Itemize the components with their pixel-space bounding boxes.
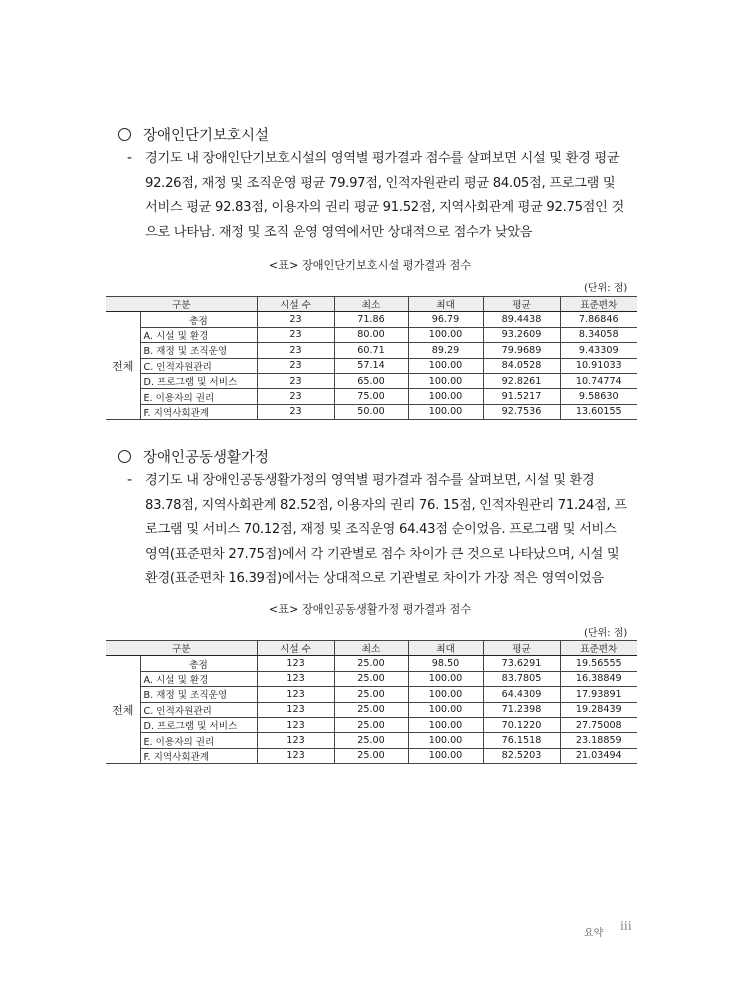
mean-cell: 64.4309 [483, 687, 560, 702]
count-cell: 23 [257, 343, 334, 358]
column-header: 최대 [408, 641, 483, 656]
category-cell: E. 이용자의 권리 [140, 733, 257, 748]
max-cell: 100.00 [408, 717, 483, 732]
paragraph-line: 으로 나타남. 재정 및 조직 운영 영역에서만 상대적으로 점수가 낮았음 [145, 224, 533, 240]
sd-cell: 13.60155 [560, 404, 637, 419]
column-header: 시설 수 [257, 297, 334, 312]
sd-cell: 16.38849 [560, 671, 637, 686]
table-row [106, 358, 637, 373]
max-cell: 100.00 [408, 733, 483, 748]
column-header: 표준편차 [560, 297, 637, 312]
mean-cell: 83.7805 [483, 671, 560, 686]
min-cell: 25.00 [334, 733, 408, 748]
column-header: 시설 수 [257, 641, 334, 656]
count-cell: 123 [257, 717, 334, 732]
category-cell: D. 프로그램 및 서비스 [140, 717, 257, 732]
column-header: 평균 [483, 297, 560, 312]
table-row [106, 343, 637, 358]
category-cell: E. 이용자의 권리 [140, 389, 257, 404]
mean-cell: 70.1220 [483, 717, 560, 732]
category-cell: A. 시설 및 환경 [140, 327, 257, 342]
mean-cell: 71.2398 [483, 702, 560, 717]
table-row [106, 717, 637, 732]
section-paragraph [145, 469, 627, 592]
table-row [106, 748, 637, 763]
mean-cell: 91.5217 [483, 389, 560, 404]
sd-cell: 17.93891 [560, 687, 637, 702]
mean-cell: 93.2609 [483, 327, 560, 342]
table-row [106, 389, 637, 404]
table-row [106, 312, 637, 327]
dash-bullet-icon: - [127, 150, 133, 166]
column-header: 구분 [106, 297, 257, 312]
count-cell: 23 [257, 327, 334, 342]
column-header: 구분 [106, 641, 257, 656]
sd-cell: 8.34058 [560, 327, 637, 342]
max-cell: 100.00 [408, 671, 483, 686]
table-caption: <표> 장애인공동생활가정 평가결과 점수 [268, 603, 472, 616]
column-header: 최대 [408, 297, 483, 312]
column-header: 평균 [483, 641, 560, 656]
mean-cell: 79.9689 [483, 343, 560, 358]
category-cell: C. 인적자원관리 [140, 702, 257, 717]
section-paragraph [145, 147, 624, 245]
section-heading [118, 446, 269, 467]
count-cell: 123 [257, 671, 334, 686]
min-cell: 50.00 [334, 404, 408, 419]
paragraph-line: 경기도 내 장애인단기보호시설의 영역별 평가결과 점수를 살펴보면 시설 및 환경 평균 [145, 151, 620, 166]
category-cell: B. 재정 및 조직운영 [140, 343, 257, 358]
sd-cell: 9.58630 [560, 389, 637, 404]
category-cell: 총점 [140, 656, 257, 671]
min-cell: 25.00 [334, 702, 408, 717]
mean-cell: 92.8261 [483, 373, 560, 388]
category-cell: F. 지역사회관계 [140, 748, 257, 763]
table-row [106, 733, 637, 748]
circle-bullet-icon [118, 128, 131, 141]
circle-bullet-icon [118, 450, 131, 463]
results-table [106, 296, 637, 420]
mean-cell: 76.1518 [483, 733, 560, 748]
table-row [106, 687, 637, 702]
sd-cell: 21.03494 [560, 748, 637, 763]
max-cell: 100.00 [408, 702, 483, 717]
count-cell: 123 [257, 733, 334, 748]
min-cell: 25.00 [334, 748, 408, 763]
max-cell: 98.50 [408, 656, 483, 671]
table-row [106, 671, 637, 686]
min-cell: 75.00 [334, 389, 408, 404]
count-cell: 123 [257, 702, 334, 717]
max-cell: 100.00 [408, 389, 483, 404]
section-heading [118, 124, 269, 145]
table-row [106, 373, 637, 388]
paragraph-line: 환경(표준편차 16.39점)에서는 상대적으로 기관별로 차이가 가장 적은 영역이었음 [145, 571, 604, 586]
category-cell: A. 시설 및 환경 [140, 671, 257, 686]
paragraph-line: 83.78점, 지역사회관계 82.52점, 이용자의 권리 76. 15점, 인적자원관리 71.24점, 프 [145, 497, 627, 513]
count-cell: 123 [257, 748, 334, 763]
min-cell: 57.14 [334, 358, 408, 373]
count-cell: 123 [257, 687, 334, 702]
table-header-row [106, 641, 637, 656]
sd-cell: 9.43309 [560, 343, 637, 358]
count-cell: 23 [257, 312, 334, 327]
group-label: 전체 [106, 656, 140, 764]
sd-cell: 19.56555 [560, 656, 637, 671]
sd-cell: 23.18859 [560, 733, 637, 748]
min-cell: 65.00 [334, 373, 408, 388]
table-header-row [106, 297, 637, 312]
max-cell: 100.00 [408, 327, 483, 342]
mean-cell: 82.5203 [483, 748, 560, 763]
category-cell: D. 프로그램 및 서비스 [140, 373, 257, 388]
unit-label: (단위: 점) [584, 283, 628, 294]
sd-cell: 10.91033 [560, 358, 637, 373]
paragraph-line: 로그램 및 서비스 70.12점, 재정 및 조직운영 64.43점 순이었음. 프로그램 및 서비스 [145, 522, 617, 537]
table-caption: <표> 장애인단기보호시설 평가결과 점수 [268, 259, 472, 272]
paragraph-line: 경기도 내 장애인공동생활가정의 영역별 평가결과 점수를 살펴보면, 시설 및 환경 [145, 473, 595, 488]
page-number: iii [620, 919, 632, 934]
group-label: 전체 [106, 312, 140, 420]
max-cell: 100.00 [408, 687, 483, 702]
column-header: 최소 [334, 641, 408, 656]
max-cell: 89.29 [408, 343, 483, 358]
count-cell: 123 [257, 656, 334, 671]
table-row [106, 327, 637, 342]
sd-cell: 19.28439 [560, 702, 637, 717]
category-cell: C. 인적자원관리 [140, 358, 257, 373]
min-cell: 25.00 [334, 687, 408, 702]
paragraph-line: 영역(표준편차 27.75점)에서 각 기관별로 점수 차이가 큰 것으로 나타났으며, 시설 및 [145, 546, 620, 562]
column-header: 표준편차 [560, 641, 637, 656]
min-cell: 25.00 [334, 656, 408, 671]
column-header: 최소 [334, 297, 408, 312]
dash-bullet-icon: - [127, 472, 133, 488]
table-row [106, 656, 637, 671]
min-cell: 71.86 [334, 312, 408, 327]
category-cell: F. 지역사회관계 [140, 404, 257, 419]
mean-cell: 84.0528 [483, 358, 560, 373]
min-cell: 80.00 [334, 327, 408, 342]
min-cell: 25.00 [334, 717, 408, 732]
min-cell: 60.71 [334, 343, 408, 358]
footer-label: 요약 [584, 928, 604, 939]
unit-label: (단위: 점) [584, 628, 628, 639]
max-cell: 100.00 [408, 373, 483, 388]
sd-cell: 10.74774 [560, 373, 637, 388]
max-cell: 100.00 [408, 748, 483, 763]
max-cell: 100.00 [408, 404, 483, 419]
count-cell: 23 [257, 358, 334, 373]
max-cell: 100.00 [408, 358, 483, 373]
count-cell: 23 [257, 389, 334, 404]
category-cell: 총점 [140, 312, 257, 327]
results-table [106, 640, 637, 764]
paragraph-line: 서비스 평균 92.83점, 이용자의 권리 평균 91.52점, 지역사회관계 평균 92.75점인 것 [145, 200, 624, 215]
paragraph-line: 92.26점, 재정 및 조직운영 평균 79.97점, 인적자원관리 평균 84.05점, 프로그램 및 [145, 175, 616, 191]
count-cell: 23 [257, 404, 334, 419]
section-heading-text: 장애인공동생활가정 [143, 450, 270, 466]
max-cell: 96.79 [408, 312, 483, 327]
sd-cell: 7.86846 [560, 312, 637, 327]
sd-cell: 27.75008 [560, 717, 637, 732]
category-cell: B. 재정 및 조직운영 [140, 687, 257, 702]
mean-cell: 92.7536 [483, 404, 560, 419]
mean-cell: 89.4438 [483, 312, 560, 327]
section-heading-text: 장애인단기보호시설 [143, 128, 270, 144]
count-cell: 23 [257, 373, 334, 388]
table-row [106, 702, 637, 717]
min-cell: 25.00 [334, 671, 408, 686]
mean-cell: 73.6291 [483, 656, 560, 671]
table-row [106, 404, 637, 419]
